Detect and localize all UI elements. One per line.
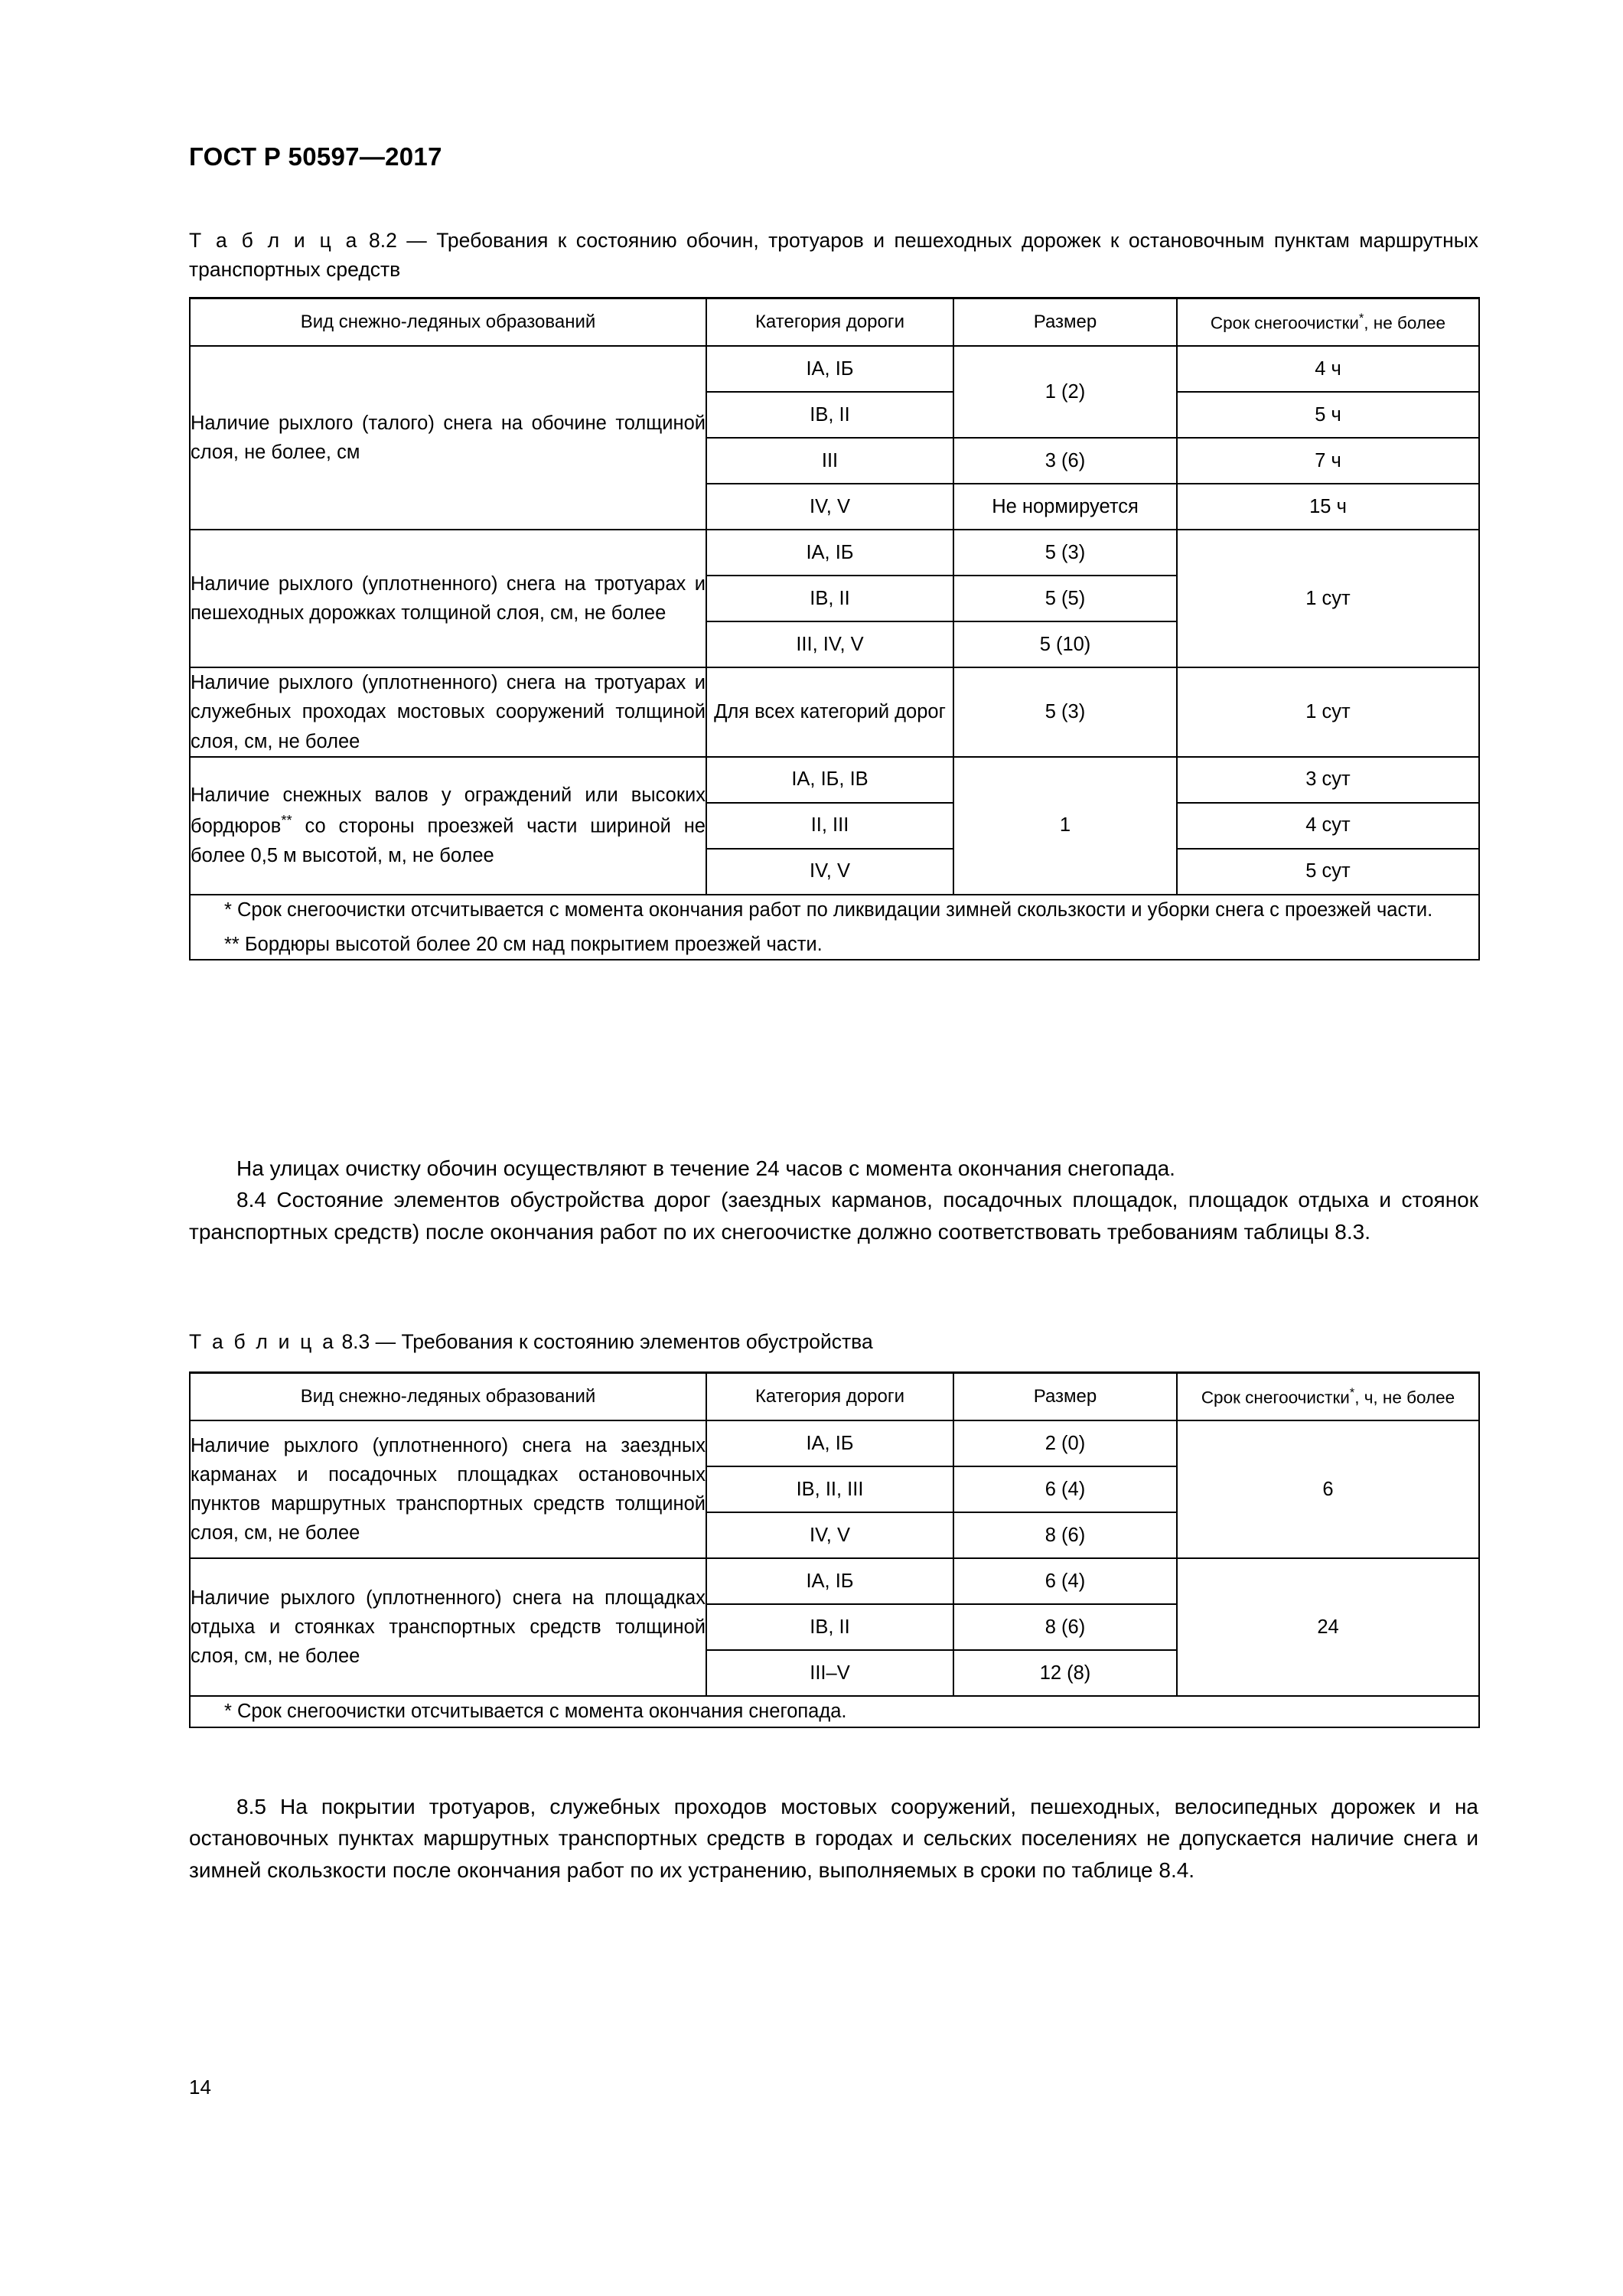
table-8-3-g1-term: 6: [1177, 1420, 1479, 1558]
table-8-2-g4-r1-category: IA, IБ, IB: [706, 757, 953, 803]
page-number: 14: [189, 2076, 211, 2099]
table-8-2-notes-row: [190, 895, 1479, 960]
table-8-3-caption-number: 8.3: [341, 1330, 370, 1353]
table-8-2-g1-r3-category: III: [706, 438, 953, 484]
table-8-2-g2-r2-size: 5 (5): [953, 576, 1177, 621]
table-8-2-g1-description: Наличие рыхлого (талого) снега на обочине толщиной слоя, не более, см: [190, 346, 706, 530]
table-8-2-g4-r2-category: II, III: [706, 803, 953, 849]
table-8-2-g4-size: 1: [953, 757, 1177, 895]
table-8-2-g2-r1-size: 5 (3): [953, 530, 1177, 576]
paragraph-block-1: [189, 1153, 1478, 1247]
table-8-2-g1-r4-size: Не нормируется: [953, 484, 1177, 530]
table-8-2-g2-r2-category: IB, II: [706, 576, 953, 621]
table-8-2-g1-r4-category: IV, V: [706, 484, 953, 530]
table-8-2: [189, 297, 1480, 960]
footnote-marker-double-asterisk: **: [281, 812, 292, 829]
table-8-2-header-term-text: Срок снегоочистки: [1210, 313, 1359, 333]
table-8-2-note-1: * Срок снегоочистки отсчитывается с момента окончания работ по ликвидации зимней скользкости и уборки снега с проезжей части.: [224, 899, 1433, 921]
table-8-3-g1-r2-category: IB, II, III: [706, 1466, 953, 1512]
table-8-3-g2-term: 24: [1177, 1558, 1479, 1696]
table-8-2-g4-r3-term: 5 сут: [1177, 849, 1479, 895]
table-8-2-header-type: Вид снежно-ледяных образований: [190, 298, 706, 347]
table-8-3-caption-text: Требования к состоянию элементов обустройства: [401, 1330, 873, 1353]
table-8-3-caption-label: Т а б л и ц а: [189, 1330, 337, 1353]
table-8-2-g4-description-a: Наличие снежных валов у ограждений или высоких бордюров: [191, 784, 706, 837]
table-8-3-g1-r3-category: IV, V: [706, 1512, 953, 1558]
table-row: [190, 667, 1479, 757]
table-8-2-g1-r4-term: 15 ч: [1177, 484, 1479, 530]
table-8-3-header-category: Категория дороги: [706, 1373, 953, 1421]
paragraph-8-4: 8.4 Состояние элементов обустройства дорог (заездных карманов, посадочных площадок, площадок отдыха и стоянок транспортных средств) после окончания работ по их снегоочистке должно соответствовать требованиям таблицы 8.3.: [189, 1188, 1478, 1244]
table-8-3-g2-r2-size: 8 (6): [953, 1604, 1177, 1650]
table-8-3-g1-r2-size: 6 (4): [953, 1466, 1177, 1512]
footnote-marker-asterisk: *: [1358, 311, 1364, 325]
table-8-3: [189, 1371, 1480, 1728]
table-8-3-g1-description: Наличие рыхлого (уплотненного) снега на заездных карманах и посадочных площадках остановочных пунктов маршрутных транспортных средств толщиной слоя, см, не более: [190, 1420, 706, 1558]
table-8-2-g2-description: Наличие рыхлого (уплотненного) снега на тротуарах и пешеходных дорожках толщиной слоя, см, не более: [190, 530, 706, 667]
paragraph-8-5: 8.5 На покрытии тротуаров, служебных проходов мостовых сооружений, пешеходных, велосипедных дорожек и на остановочных пунктах маршрутных транспортных средств в городах и сельских поселениях не допускается наличие снега и зимней скользкости после окончания работ по их устранению, выполняемых в сроки по таблице 8.4.: [189, 1795, 1478, 1882]
table-8-2-header-term-suffix: , не более: [1364, 313, 1446, 333]
table-8-2-g4-r3-category: IV, V: [706, 849, 953, 895]
table-8-2-header-size: Размер: [953, 298, 1177, 347]
table-8-3-caption: [189, 1328, 1478, 1357]
table-8-2-g1-r1-term: 4 ч: [1177, 346, 1479, 392]
table-8-2-g3-description: Наличие рыхлого (уплотненного) снега на тротуарах и служебных проходах мостовых сооружений толщиной слоя, см, не более: [190, 667, 706, 757]
table-row: [190, 757, 1479, 803]
table-row: [190, 1558, 1479, 1604]
table-8-3-header-term-suffix: , ч, не более: [1354, 1388, 1455, 1407]
table-8-2-g1-r1-size: 1 (2): [953, 346, 1177, 438]
table-8-3-g1-r3-size: 8 (6): [953, 1512, 1177, 1558]
table-8-3-notes: [190, 1696, 1479, 1727]
table-8-3-header-size: Размер: [953, 1373, 1177, 1421]
table-8-3-g2-r1-category: IA, IБ: [706, 1558, 953, 1604]
table-8-3-notes-row: [190, 1696, 1479, 1727]
table-8-2-caption-number: 8.2: [368, 229, 397, 252]
table-8-2-g2-r3-category: III, IV, V: [706, 621, 953, 667]
table-8-2-g3-size: 5 (3): [953, 667, 1177, 757]
table-8-3-g2-r2-category: IB, II: [706, 1604, 953, 1650]
table-8-2-g4-description: [190, 757, 706, 895]
table-8-3-g1-r1-category: IA, IБ: [706, 1420, 953, 1466]
table-8-3-header-type: Вид снежно-ледяных образований: [190, 1373, 706, 1421]
table-8-2-g3-term: 1 сут: [1177, 667, 1479, 757]
table-8-2-g2-r1-category: IA, IБ: [706, 530, 953, 576]
table-8-2-header-category: Категория дороги: [706, 298, 953, 347]
table-8-3-g2-r1-size: 6 (4): [953, 1558, 1177, 1604]
table-8-3-caption-block: [189, 1328, 1478, 1357]
footnote-marker-asterisk: *: [1349, 1385, 1355, 1400]
table-8-2-g1-r3-term: 7 ч: [1177, 438, 1479, 484]
table-8-2-header-row: [190, 298, 1479, 347]
table-8-2-g3-category: Для всех категорий дорог: [706, 667, 953, 757]
table-8-2-caption-text: Требования к состоянию обочин, тротуаров и пешеходных дорожек к остановочным пунктам маршрутных транспортных средств: [189, 229, 1478, 281]
paragraph-block-2: [189, 1791, 1478, 1886]
table-8-3-note-1: * Срок снегоочистки отсчитывается с момента окончания снегопада.: [224, 1701, 847, 1722]
table-8-2-notes: [190, 895, 1479, 960]
table-row: [190, 346, 1479, 392]
table-8-2-g4-r1-term: 3 сут: [1177, 757, 1479, 803]
table-8-2-g1-r2-term: 5 ч: [1177, 392, 1479, 438]
table-8-2-wrapper: [189, 297, 1478, 960]
table-8-3-wrapper: [189, 1371, 1478, 1728]
table-8-2-header-term: [1177, 298, 1479, 347]
table-8-3-caption-dash: —: [375, 1330, 396, 1353]
table-8-3-g2-r3-category: III–V: [706, 1650, 953, 1696]
document-header: ГОСТ Р 50597—2017: [189, 142, 442, 171]
table-8-3-header-row: [190, 1373, 1479, 1421]
table-8-2-caption-dash: —: [406, 229, 427, 252]
table-8-3-g2-r3-size: 12 (8): [953, 1650, 1177, 1696]
paragraph-streets-cleaning: На улицах очистку обочин осуществляют в течение 24 часов с момента окончания снегопада.: [236, 1156, 1175, 1180]
table-8-2-g1-r3-size: 3 (6): [953, 438, 1177, 484]
table-8-2-note-2: ** Бордюры высотой более 20 см над покрытием проезжей части.: [224, 933, 823, 955]
table-8-2-g2-r3-size: 5 (10): [953, 621, 1177, 667]
table-8-2-g2-term: 1 сут: [1177, 530, 1479, 667]
table-8-2-g1-r2-category: IB, II: [706, 392, 953, 438]
table-8-2-g1-r1-category: IA, IБ: [706, 346, 953, 392]
table-8-3-g1-r1-size: 2 (0): [953, 1420, 1177, 1466]
table-row: [190, 1420, 1479, 1466]
table-8-2-caption: [189, 227, 1478, 284]
table-8-2-caption-label: Т а б л и ц а: [189, 229, 360, 252]
table-8-3-header-term-text: Срок снегоочистки: [1201, 1388, 1350, 1407]
table-8-2-caption-block: [189, 227, 1478, 284]
table-8-2-g4-description-b: со стороны проезжей части шириной не более 0,5 м высотой, м, не более: [191, 815, 706, 867]
table-8-3-header-term: [1177, 1373, 1479, 1421]
table-row: [190, 530, 1479, 576]
table-8-2-g4-r2-term: 4 сут: [1177, 803, 1479, 849]
table-8-3-g2-description: Наличие рыхлого (уплотненного) снега на площадках отдыха и стоянках транспортных средств толщиной слоя, см, не более: [190, 1558, 706, 1696]
